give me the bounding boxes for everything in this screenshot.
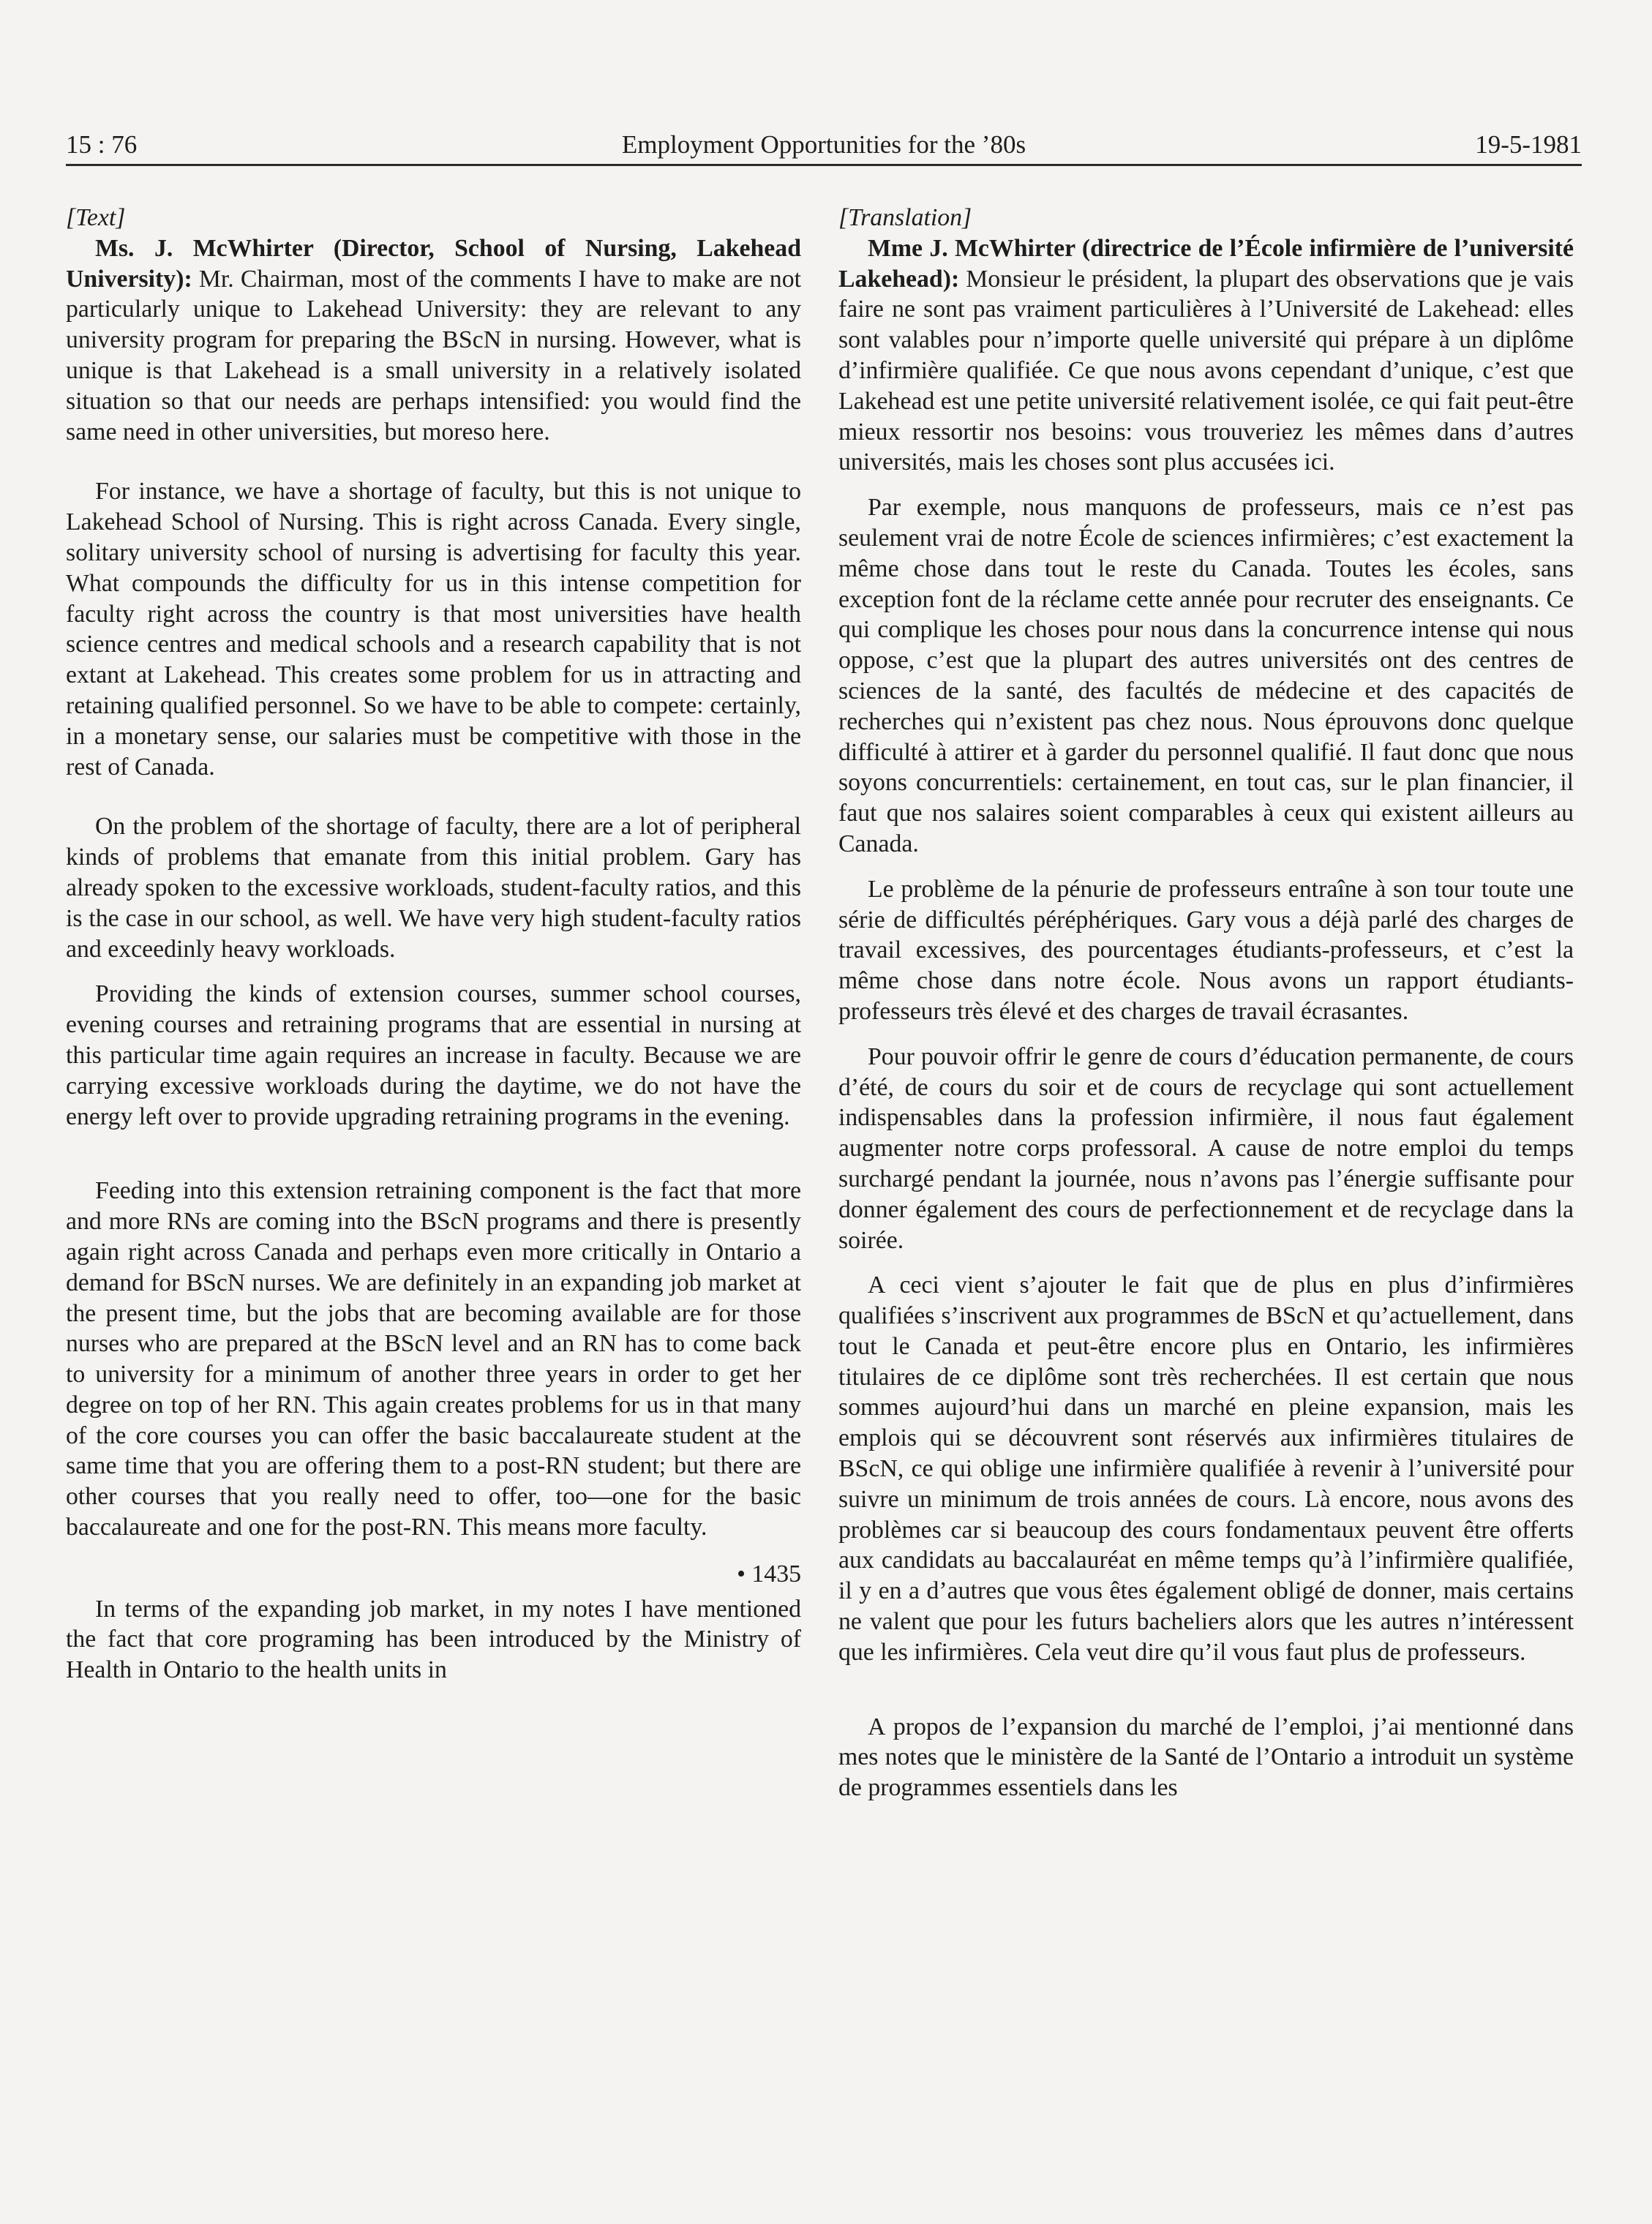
paragraph-1: [838, 233, 1574, 478]
paragraph-1-text: Mr. Chairman, most of the comments I have to make are not particularly unique to Lakehead University: they are relevant to any university program for preparing the BScN in nursing. However, what is unique is that Lakehead is a small university in a relatively isolated situation so that our needs are perhaps intensified: you would find the same need in other universities, but moreso here.: [66, 265, 801, 446]
paragraph-3: On the problem of the shortage of faculty, there are a lot of peripheral kinds of problems that emanate from this initial problem. Gary has already spoken to the excessive workloads, student-faculty ratios, and this is the case in our school, as well. We have very high student-faculty ratios and exceedinly heavy workloads.: [66, 813, 801, 963]
paragraph-6: A propos de l’expansion du marché de l’emploi, j’ai mentionné dans mes notes que le ministère de la Santé de l’Ontario a introduit un système de programmes essentiels dans les: [838, 1713, 1574, 1802]
paragraph-2: Par exemple, nous manquons de professeurs, mais ce n’est pas seulement vrai de notre École de sciences infirmières; c’est exactement la même chose dans tout le reste du Canada. Toutes les écoles, sans exception font de la réclame cette année pour recruter des enseignants. Ce qui complique les choses pour nous dans la concurrence intense qui nous oppose, c’est que la plupart des autres universités ont des centres de sciences de la santé, des facultés de médecine et des capacités de recherches qui n’existent pas chez nous. Nous éprouvons donc quelque difficulté à attirer et à garder du personnel qualifié. Il faut donc que nous soyons concurrentiels: certainement, en tout cas, sur le plan financier, il faut que nos salaires soient comparables à ceux qui existent ailleurs au Canada.: [838, 494, 1574, 857]
english-column: [66, 203, 801, 1700]
page-number: 15 : 76: [66, 130, 138, 159]
translation-tag: [Translation]: [838, 204, 972, 231]
paragraph-1-text: Monsieur le président, la plupart des observations que je vais faire ne sont pas vraiment particulières à l’Université de Lakehead: elles sont valables pour n’importe quelle université qui prépare à un diplôme d’infirmière qualifiée. Ce que nous avons cependant d’unique, c’est que Lakehead est une petite université relativement isolée, ce qui fait peut-être mieux ressortir nos besoins: vous trouveriez les mêmes dans d’autres universités, mais les choses sont plus accusées ici.: [838, 265, 1574, 476]
running-header: [66, 126, 1582, 166]
paragraph-5: Feeding into this extension retraining component is the fact that more and more RNs are coming into the BScN programs and there is presently again right across Canada and perhaps even more critically in Ontario a demand for BScN nurses. We are definitely in an expanding job market at the present time, but the jobs that are becoming available are for those nurses who are prepared at the BScN level and an RN has to come back to university for a minimum of another three years in order to get her degree on top of her RN. This again creates problems for us in that many of the core courses you can offer the basic baccalaureate student at the same time that you are offering them to a post-RN student; but there are other courses that you really need to offer, too—one for the basic baccalaureate and one for the post-RN. This means more faculty.: [66, 1177, 801, 1541]
paragraph-4: Providing the kinds of extension courses, summer school courses, evening courses and retraining programs that are essential in nursing at this particular time again requires an increase in faculty. Because we are carrying excessive workloads during the daytime, we do not have the energy left over to provide upgrading retraining programs in the evening.: [66, 980, 801, 1130]
text-tag: [Text]: [66, 204, 126, 231]
paragraph-2: For instance, we have a shortage of faculty, but this is not unique to Lakehead School of Nursing. This is right across Canada. Every single, solitary university school of nursing is advertising for faculty this year. What compounds the difficulty for us in this intense competition for faculty right across the country is that most universities have health science centres and medical schools and a research capability that is not extant at Lakehead. This creates some problem for us in attracting and retaining qualified personnel. So we have to be able to compete: certainly, in a monetary sense, our salaries must be competitive with those in the rest of Canada.: [66, 478, 801, 781]
time-marker: • 1435: [737, 1560, 801, 1588]
paragraph-4: Pour pouvoir offrir le genre de cours d’éducation permanente, de cours d’été, de cours du soir et de cours de recyclage qui sont actuellement indispensables dans la profession infirmière, il nous faut également augmenter notre corps professoral. A cause de notre emploi du temps surchargé pendant la journée, nous n’avons pas l’énergie suffisante pour donner également des cours de perfectionnement et de recyclage dans la soirée.: [838, 1042, 1574, 1254]
french-column: [838, 203, 1574, 1818]
publication-title: Employment Opportunities for the ’80s: [621, 130, 1026, 159]
speaker-name: Ms. J. McWhirter (Director, School of Nursing, Lakehead University):: [66, 234, 801, 293]
speaker-name: Mme J. McWhirter (directrice de l’École infirmière de l’université Lakehead):: [838, 234, 1574, 293]
paragraph-6: In terms of the expanding job market, in my notes I have mentioned the fact that core programing has been introduced by the Ministry of Health in Ontario to the health units in: [66, 1595, 801, 1684]
paragraph-3: Le problème de la pénurie de professeurs entraîne à son tour toute une série de difficultés péréphériques. Gary vous a déjà parlé des charges de travail excessives, des pourcentages étudiants-professeurs, et c’est la même chose dans notre école. Nous avons un rapport étudiants-professeurs très élevé et des charges de travail écrasantes.: [838, 875, 1574, 1025]
paragraph-5: A ceci vient s’ajouter le fait que de plus en plus d’infirmières qualifiées s’inscrivent aux programmes de BScN et qu’actuellement, dans tout le Canada et peut-être encore plus en Ontario, les infirmières titulaires de ce diplôme sont très recherchées. Il est certain que nous sommes aujourd’hui dans un marché en pleine expansion, mais les emplois qui se découvrent sont réservés aux infirmières titulaires de BScN, ce qui oblige une infirmière qualifiée à revenir à l’université pour suivre un minimum de trois années de cours. Là encore, nous avons des problèmes car si beaucoup des cours fondamentaux peuvent être offerts aux candidats au baccalauréat en même temps qu’à l’infirmière qualifiée, il y en a d’autres que vous êtes également obligé de donner, mais certains ne valent que pour les futurs bacheliers alors que les autres n’intéressent que les infirmières. Cela veut dire qu’il vous faut plus de professeurs.: [838, 1271, 1574, 1666]
issue-date: 19-5-1981: [1475, 130, 1582, 159]
paragraph-1: [66, 233, 801, 448]
